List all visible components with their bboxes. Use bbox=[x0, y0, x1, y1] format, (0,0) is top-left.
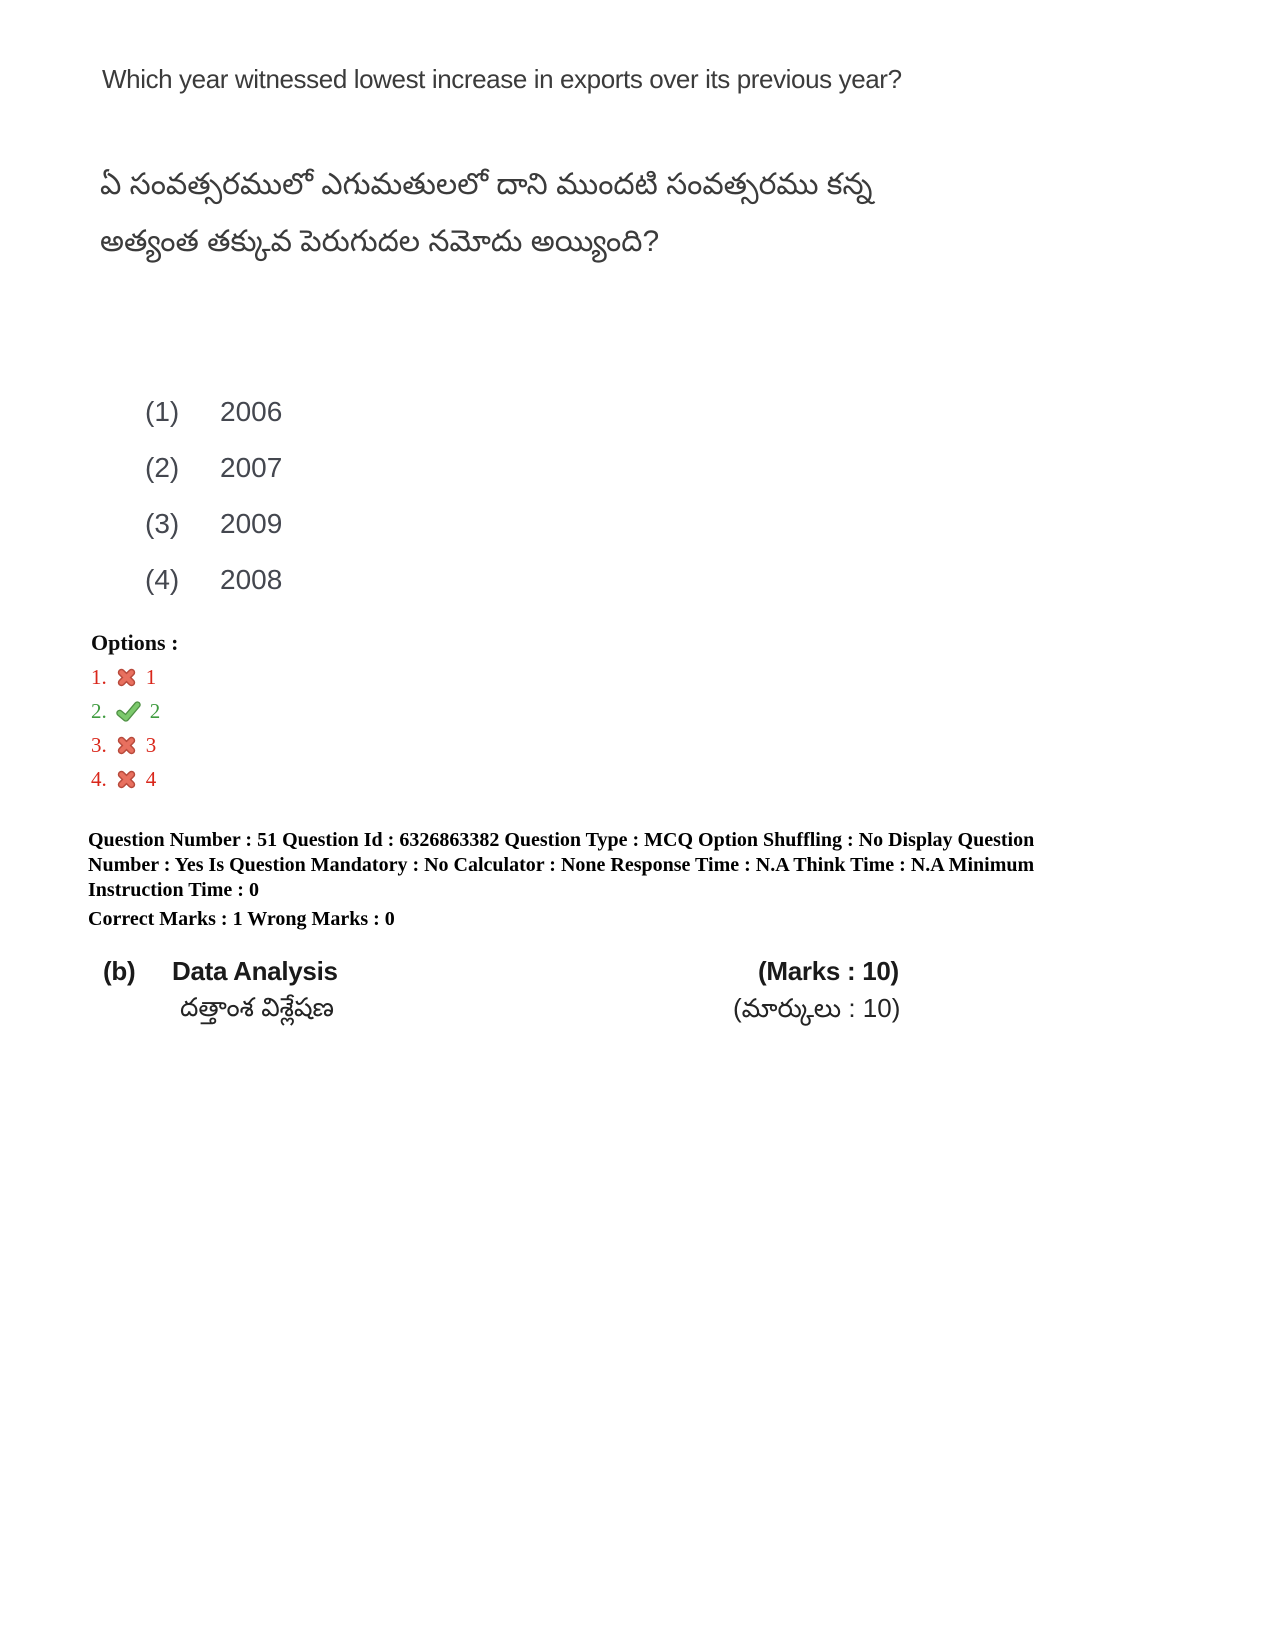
choice-row-4 bbox=[145, 564, 282, 596]
answer-key-row-4 bbox=[91, 766, 156, 792]
section-title-english: Data Analysis bbox=[172, 956, 338, 986]
choice-label: (4) bbox=[145, 564, 180, 595]
choice-row-2 bbox=[145, 452, 282, 484]
answer-key-row-3 bbox=[91, 732, 156, 758]
answer-key-number: 3. bbox=[91, 732, 107, 757]
choice-row-1 bbox=[145, 396, 282, 428]
choice-value: 2008 bbox=[220, 564, 283, 595]
check-icon bbox=[116, 701, 141, 722]
answer-key-number: 2. bbox=[91, 698, 107, 723]
section-marks-english: (Marks : 10) bbox=[758, 956, 899, 986]
section-label: (b) bbox=[103, 956, 136, 986]
question-text-english: Which year witnessed lowest increase in exports over its previous year? bbox=[102, 64, 902, 94]
cross-icon bbox=[116, 735, 137, 756]
choice-value: 2009 bbox=[220, 508, 283, 539]
cross-icon bbox=[116, 667, 137, 688]
question-metadata-line-1: Question Number : 51 Question Id : 6326863382 Question Type : MCQ Option Shuffling : No Display Question bbox=[88, 829, 1035, 851]
choice-label: (2) bbox=[145, 452, 180, 483]
answer-key-option: 1 bbox=[145, 664, 157, 689]
question-metadata-line-2: Number : Yes Is Question Mandatory : No Calculator : None Response Time : N.A Think Time : N.A Minimum bbox=[88, 854, 1035, 876]
question-metadata-line-3: Instruction Time : 0 bbox=[88, 879, 259, 901]
question-text-telugu-line2: అత్యంత తక్కువ పెరుగుదల నమోదు అయ్యింది? bbox=[100, 225, 660, 258]
section-marks-telugu: (మార్కులు : 10) bbox=[733, 993, 901, 1023]
answer-key-number: 4. bbox=[91, 766, 107, 791]
answer-key-row-1 bbox=[91, 664, 156, 690]
question-text-telugu-line1: ఏ సంవత్సరములో ఎగుమతులలో దాని ముందటి సంవత్సరము కన్న bbox=[100, 168, 873, 201]
answer-key-number: 1. bbox=[91, 664, 107, 689]
answer-key-option: 2 bbox=[149, 698, 161, 723]
marks-info: Correct Marks : 1 Wrong Marks : 0 bbox=[88, 908, 395, 930]
answer-key-option: 3 bbox=[145, 732, 157, 757]
answer-key-option: 4 bbox=[145, 766, 157, 791]
answer-key-row-2 bbox=[91, 698, 160, 724]
choice-label: (3) bbox=[145, 508, 180, 539]
options-key-heading: Options : bbox=[91, 630, 179, 655]
cross-icon bbox=[116, 769, 137, 790]
section-title-telugu: దత్తాంశ విశ్లేషణ bbox=[180, 992, 334, 1022]
choice-label: (1) bbox=[145, 396, 180, 427]
choice-value: 2006 bbox=[220, 396, 283, 427]
choice-row-3 bbox=[145, 508, 282, 540]
choice-value: 2007 bbox=[220, 452, 283, 483]
